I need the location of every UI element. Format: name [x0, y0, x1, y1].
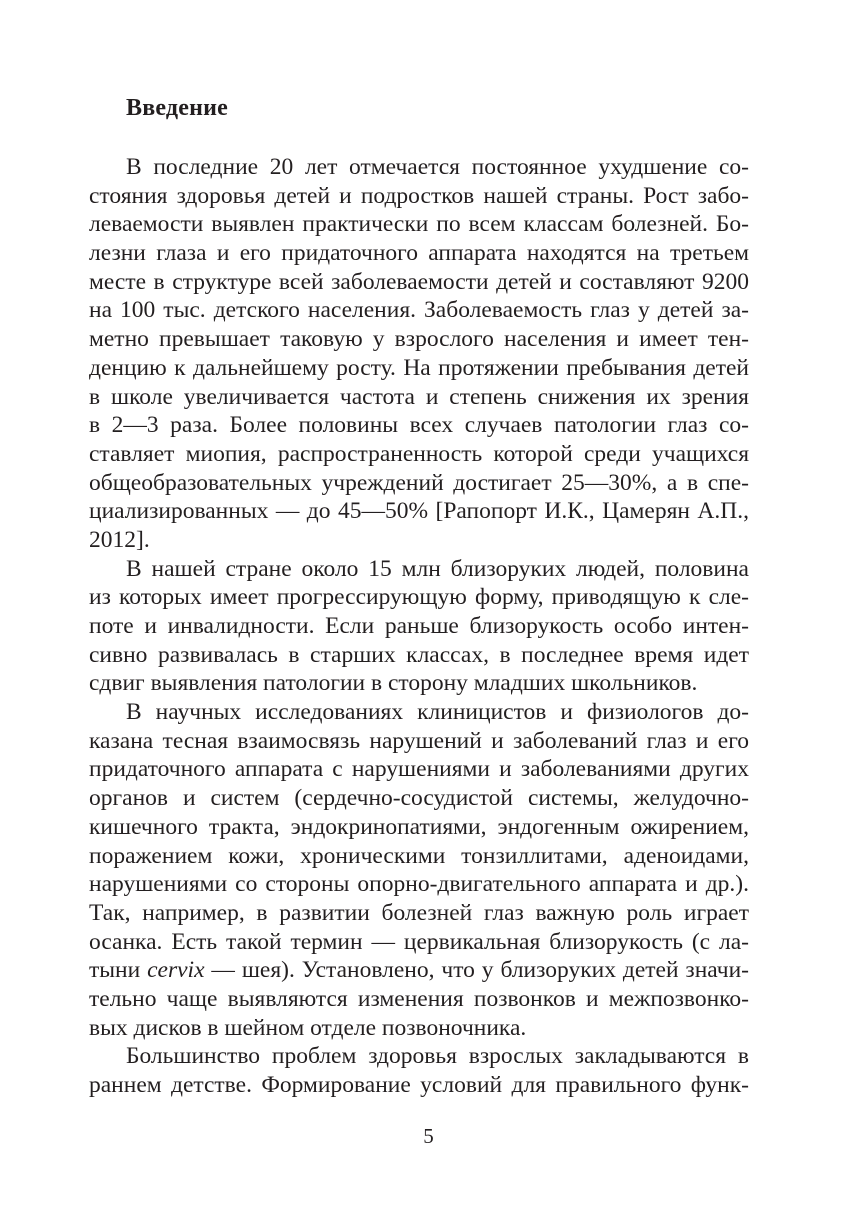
text-line: В последние 20 лет отмечается постоянное ухудшение со-	[126, 154, 749, 180]
text-line: месте в структуре всей заболеваемости детей и составляют 9200	[89, 268, 749, 295]
text-fragment: — шея). Установлено, что у близоруких детей значи-	[204, 957, 749, 984]
text-line: общеобразовательных учреждений достигает 25—30%, а в спе-	[89, 469, 749, 496]
text-line-with-italic	[89, 956, 749, 985]
text-line: сдвиг выявления патологии в сторону младших школьников.	[89, 670, 698, 697]
text-line: Так, например, в развитии болезней глаз важную роль играет	[89, 899, 749, 926]
text-line: В нашей стране около 15 млн близоруких людей, половина	[126, 555, 749, 582]
text-line: в школе увеличивается частота и степень снижения их зрения	[89, 383, 749, 410]
page-number: 5	[423, 1124, 434, 1148]
paragraph-4	[89, 1042, 749, 1099]
text-line: в 2—3 раза. Более половины всех случаев патологии глаз со-	[89, 412, 749, 439]
text-line: нарушениями со стороны опорно-двигательного аппарата и др.).	[89, 871, 749, 898]
text-line: из которых имеет прогрессирующую форму, приводящую к сле-	[89, 584, 749, 611]
text-line: поте и инвалидности. Если раньше близорукость особо интен-	[89, 613, 749, 639]
text-line: органов и систем (сердечно-сосудистой системы, желудочно-	[89, 785, 749, 812]
latin-term: cervix	[147, 957, 205, 984]
text-line: стояния здоровья детей и подростков нашей страны. Рост забо-	[89, 182, 749, 209]
text-line: ставляет миопия, распространенность которой среди учащихся	[89, 440, 749, 467]
text-line: циализированных — до 45—50% [Рапопорт И.К., Цамерян А.П.,	[89, 498, 749, 525]
text-line: леваемости выявлен практически по всем классам болезней. Бо-	[89, 211, 749, 238]
text-line: 2012].	[89, 526, 150, 553]
paragraph-2	[89, 555, 749, 698]
text-line: денцию к дальнейшему росту. На протяжении пребывания детей	[89, 354, 749, 381]
text-line: кишечного тракта, эндокринопатиями, эндогенным ожирением,	[89, 813, 749, 840]
text-line: осанка. Есть такой термин — цервикальная близорукость (с ла-	[89, 928, 749, 955]
text-fragment: тыни	[89, 957, 148, 984]
text-line: В научных исследованиях клиницистов и физиологов до-	[126, 699, 749, 726]
text-line: на 100 тыс. детского населения. Заболеваемость глаз у детей за-	[89, 297, 749, 324]
text-line: раннем детстве. Формирование условий для правильного функ-	[89, 1072, 749, 1098]
text-line: лезни глаза и его придаточного аппарата находятся на третьем	[89, 240, 749, 267]
text-line: поражением кожи, хроническими тонзиллитами, аденоидами,	[89, 842, 749, 869]
text-line: Большинство проблем здоровья взрослых закладываются в	[126, 1043, 749, 1070]
body-text	[89, 153, 749, 1100]
text-line: вых дисков в шейном отделе позвоночника.	[89, 1014, 527, 1041]
text-line: тельно чаще выявляются изменения позвонков и межпозвонко-	[89, 985, 749, 1012]
paragraph-3	[89, 698, 749, 1042]
text-line: казана тесная взаимосвязь нарушений и заболеваний глаз и его	[89, 727, 749, 754]
paragraph-1	[89, 153, 749, 555]
text-line: придаточного аппарата с нарушениями и заболеваниями других	[89, 756, 749, 783]
section-heading: Введение	[126, 95, 229, 121]
text-line: метно превышает таковую у взрослого населения и имеет тен-	[89, 326, 749, 353]
text-line: сивно развивалась в старших классах, в последнее время идет	[89, 641, 749, 668]
